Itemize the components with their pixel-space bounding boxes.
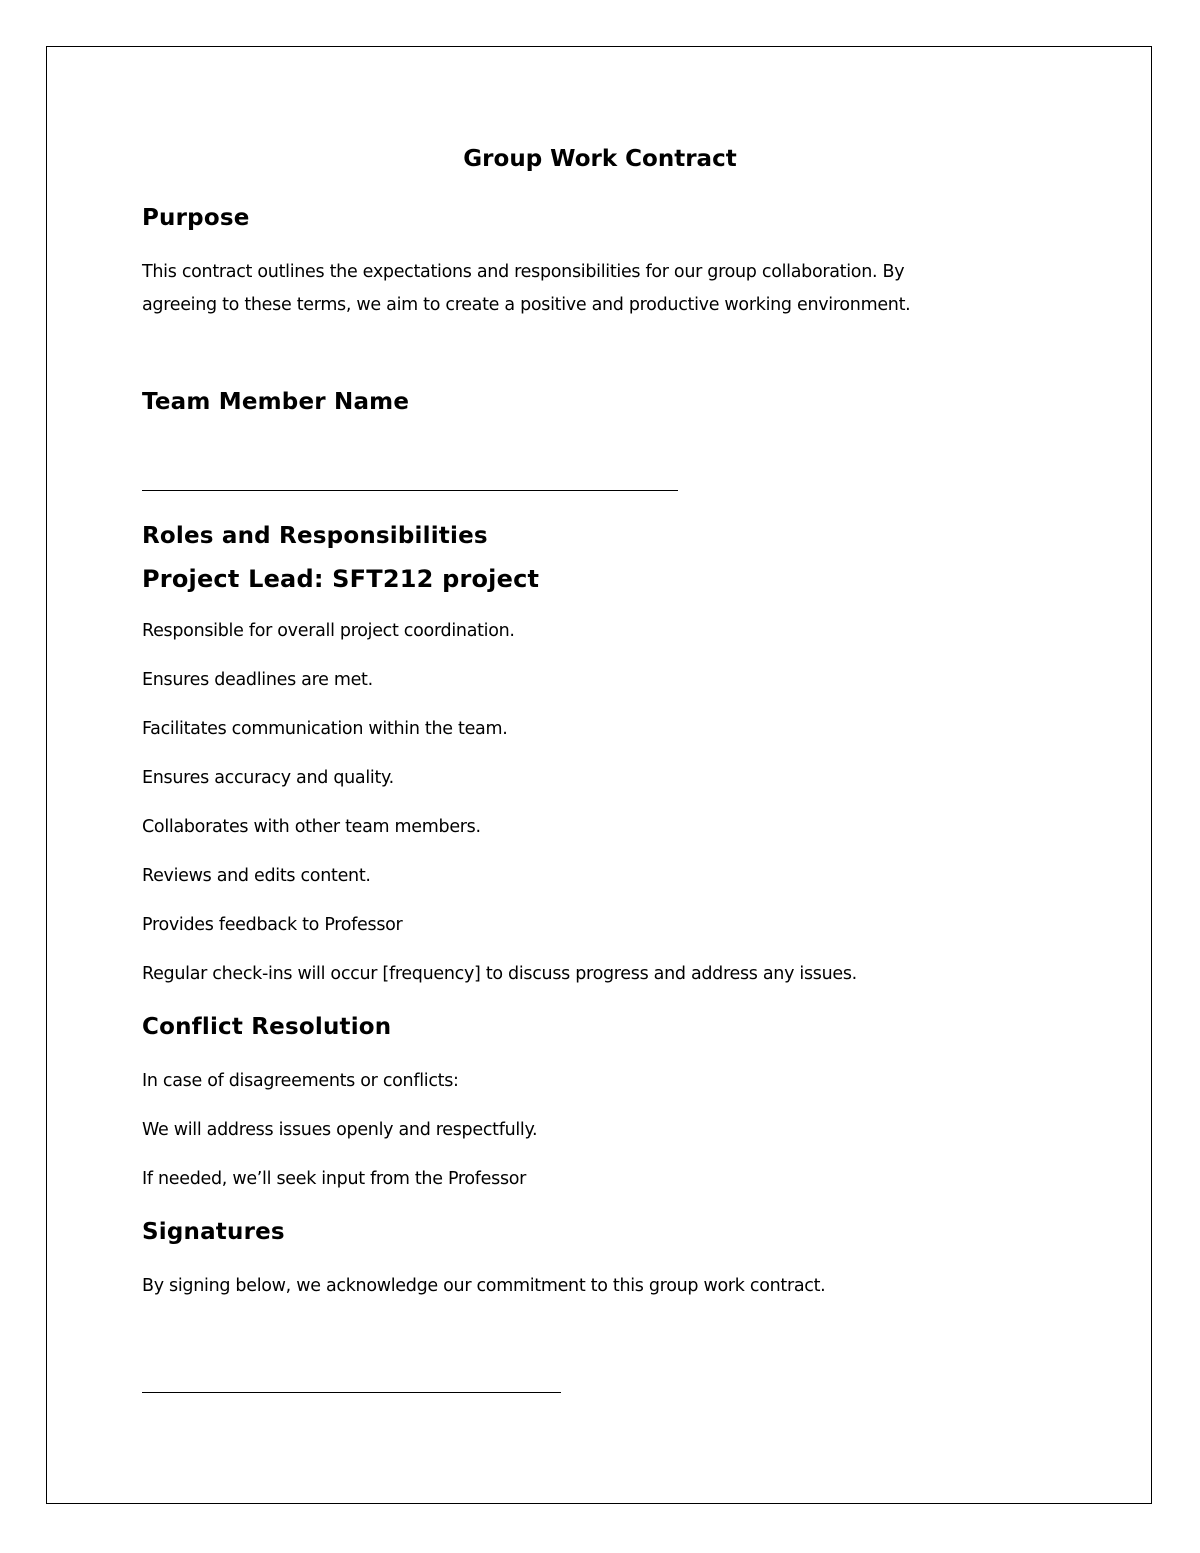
signature-line[interactable] [142,1392,561,1393]
signatures-heading: Signatures [142,1219,285,1245]
role-item: Regular check-ins will occur [frequency] to discuss progress and address any issues. [142,964,857,984]
document-title: Group Work Contract [463,146,737,172]
purpose-text-line-2: agreeing to these terms, we aim to create a positive and productive working environment. [142,295,911,315]
team-member-name-line[interactable] [142,490,678,491]
purpose-text-line-1: This contract outlines the expectations and responsibilities for our group collaboration. By [142,262,905,282]
role-item: Collaborates with other team members. [142,817,481,837]
team-member-heading: Team Member Name [142,389,410,415]
conflict-item: We will address issues openly and respectfully. [142,1120,538,1140]
role-item: Reviews and edits content. [142,866,371,886]
conflict-heading: Conflict Resolution [142,1014,392,1040]
purpose-heading: Purpose [142,205,250,231]
role-item: Provides feedback to Professor [142,915,403,935]
signatures-text: By signing below, we acknowledge our commitment to this group work contract. [142,1276,826,1296]
role-item: Ensures deadlines are met. [142,670,373,690]
role-item: Ensures accuracy and quality. [142,768,394,788]
conflict-item: In case of disagreements or conflicts: [142,1071,459,1091]
roles-heading: Roles and Responsibilities [142,523,488,549]
role-item: Responsible for overall project coordination. [142,621,515,641]
role-item: Facilitates communication within the team. [142,719,508,739]
conflict-item: If needed, we’ll seek input from the Professor [142,1169,527,1189]
project-lead-subheading: Project Lead: SFT212 project [142,565,540,593]
